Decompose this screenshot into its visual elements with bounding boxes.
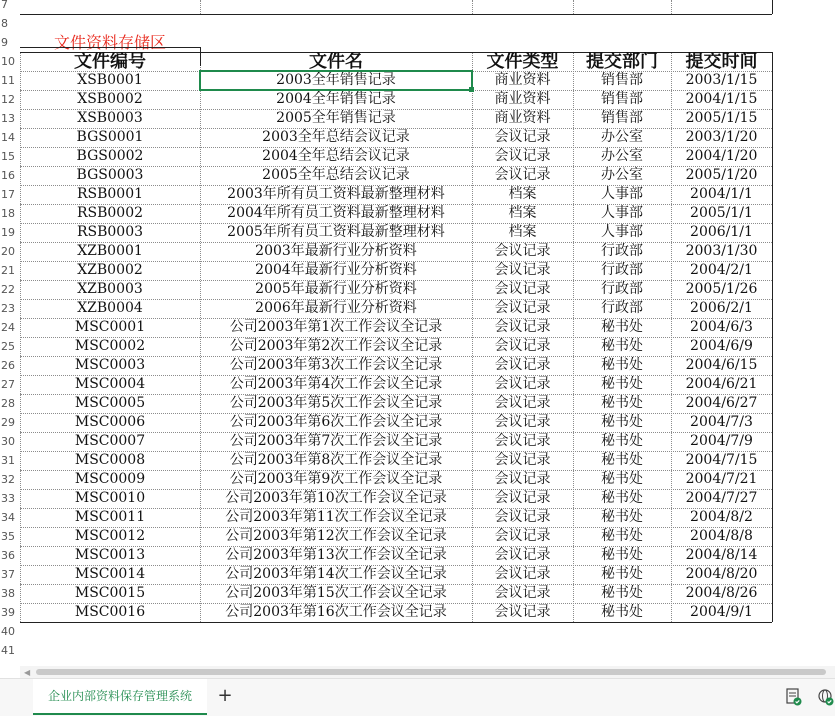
- table-cell[interactable]: 公司2003年第1次工作会议全记录: [229, 319, 443, 335]
- table-cell[interactable]: 2004/7/3: [690, 414, 753, 430]
- table-cell[interactable]: 会议记录: [494, 509, 551, 525]
- table-cell[interactable]: 公司2003年第9次工作会议全记录: [229, 471, 443, 487]
- table-cell[interactable]: MSC0012: [74, 528, 146, 544]
- table-cell[interactable]: BGS0002: [76, 148, 144, 164]
- table-cell[interactable]: 商业资料: [494, 91, 551, 107]
- table-cell[interactable]: 人事部: [601, 224, 643, 240]
- row-number: 7: [1, 0, 8, 11]
- table-cell[interactable]: 会议记录: [494, 129, 551, 145]
- table-cell[interactable]: 秘书处: [601, 547, 643, 563]
- table-cell[interactable]: 公司2003年第7次工作会议全记录: [229, 433, 443, 449]
- table-cell[interactable]: 秘书处: [601, 376, 643, 392]
- table-cell[interactable]: 档案: [508, 205, 537, 221]
- table-cell[interactable]: 人事部: [601, 186, 643, 202]
- table-cell[interactable]: MSC0001: [74, 319, 146, 335]
- table-cell[interactable]: 会议记录: [494, 452, 551, 468]
- column-header: 文件编号: [74, 52, 146, 71]
- table-cell[interactable]: 公司2003年第4次工作会议全记录: [229, 376, 443, 392]
- grid-line: [772, 52, 773, 622]
- row-number: 24: [1, 321, 15, 334]
- row-number: 11: [1, 74, 15, 87]
- row-number: 8: [1, 17, 8, 30]
- table-cell[interactable]: RSB0001: [76, 186, 144, 202]
- table-cell[interactable]: 2003年所有员工资料最新整理材料: [227, 186, 445, 202]
- table-cell[interactable]: 会议记录: [494, 585, 551, 601]
- grid-line: [472, 0, 473, 14]
- scrollbar-thumb[interactable]: [36, 669, 826, 675]
- table-cell[interactable]: 2005/1/1: [690, 205, 753, 221]
- row-number: 37: [1, 568, 15, 581]
- row-number: 23: [1, 302, 15, 315]
- table-cell[interactable]: RSB0002: [76, 205, 144, 221]
- sheet-tab-bar: [0, 678, 835, 716]
- table-cell[interactable]: 公司2003年第3次工作会议全记录: [229, 357, 443, 373]
- table-cell[interactable]: 会议记录: [494, 604, 551, 620]
- table-cell[interactable]: BGS0001: [76, 129, 144, 145]
- table-cell[interactable]: 公司2003年第10次工作会议全记录: [225, 490, 447, 506]
- row-number: 17: [1, 188, 15, 201]
- row-number: 16: [1, 169, 15, 182]
- row-number: 28: [1, 397, 15, 410]
- table-cell[interactable]: MSC0010: [74, 490, 146, 506]
- table-cell[interactable]: XSB0003: [77, 110, 143, 126]
- row-number: 18: [1, 207, 15, 220]
- table-cell[interactable]: XZB0003: [77, 281, 143, 297]
- table-cell[interactable]: 档案: [508, 224, 537, 240]
- table-cell[interactable]: 2005全年总结会议记录: [262, 167, 410, 183]
- table-cell[interactable]: 2003全年销售记录: [276, 72, 396, 88]
- table-cell[interactable]: MSC0004: [74, 376, 146, 392]
- row-number: 35: [1, 530, 15, 543]
- grid-line: [20, 622, 772, 623]
- table-cell[interactable]: MSC0009: [74, 471, 146, 487]
- table-cell[interactable]: 秘书处: [601, 452, 643, 468]
- table-cell[interactable]: 2004/7/15: [685, 452, 758, 468]
- table-cell[interactable]: 2004/7/27: [685, 490, 758, 506]
- table-cell[interactable]: 行政部: [601, 262, 643, 278]
- table-cell[interactable]: 会议记录: [494, 566, 551, 582]
- table-cell[interactable]: 会议记录: [494, 338, 551, 354]
- table-cell[interactable]: MSC0005: [74, 395, 146, 411]
- table-cell[interactable]: 会议记录: [494, 547, 551, 563]
- table-cell[interactable]: 销售部: [601, 110, 643, 126]
- grid-line: [772, 0, 773, 14]
- row-number: 19: [1, 226, 15, 239]
- row-number: 22: [1, 283, 15, 296]
- column-header: 文件类型: [486, 52, 559, 71]
- table-cell[interactable]: 公司2003年第16次工作会议全记录: [225, 604, 447, 620]
- row-number: 20: [1, 245, 15, 258]
- table-cell[interactable]: XSB0001: [77, 72, 143, 88]
- table-cell[interactable]: 会议记录: [494, 528, 551, 544]
- row-number: 14: [1, 131, 15, 144]
- globe-check-icon[interactable]: [818, 688, 834, 706]
- table-cell[interactable]: 公司2003年第14次工作会议全记录: [225, 566, 447, 582]
- table-cell[interactable]: 公司2003年第5次工作会议全记录: [229, 395, 443, 411]
- row-number: 10: [1, 55, 15, 68]
- table-cell[interactable]: 办公室: [601, 148, 643, 164]
- table-cell[interactable]: MSC0011: [74, 509, 146, 525]
- storage-area-title: 文件资料存储区: [53, 33, 166, 52]
- table-cell[interactable]: 公司2003年第15次工作会议全记录: [225, 585, 447, 601]
- table-cell[interactable]: XZB0004: [77, 300, 143, 316]
- table-cell[interactable]: 秘书处: [601, 528, 643, 544]
- table-cell[interactable]: 2004年最新行业分析资料: [255, 262, 417, 278]
- table-cell[interactable]: 2004/8/8: [690, 528, 753, 544]
- table-cell[interactable]: 秘书处: [601, 433, 643, 449]
- sheet-status-icon[interactable]: [786, 688, 802, 706]
- selected-cell-border: [199, 70, 473, 91]
- table-cell[interactable]: 2005/1/15: [685, 110, 758, 126]
- table-cell[interactable]: 秘书处: [601, 357, 643, 373]
- table-cell[interactable]: 销售部: [601, 91, 643, 107]
- table-cell[interactable]: 2004/6/21: [685, 376, 758, 392]
- table-cell[interactable]: 2004/8/20: [685, 566, 758, 582]
- table-cell[interactable]: BGS0003: [76, 167, 144, 183]
- table-cell[interactable]: 2003年最新行业分析资料: [255, 243, 417, 259]
- table-cell[interactable]: 2004/1/1: [690, 186, 753, 202]
- table-cell[interactable]: 公司2003年第12次工作会议全记录: [225, 528, 447, 544]
- table-cell[interactable]: 会议记录: [494, 243, 551, 259]
- sheet-tab[interactable]: 企业内部资料保存管理系统: [33, 679, 207, 715]
- table-cell[interactable]: 2006/1/1: [690, 224, 753, 240]
- table-cell[interactable]: 2004/1/15: [685, 91, 758, 107]
- row-number: 21: [1, 264, 15, 277]
- table-cell[interactable]: 会议记录: [494, 414, 551, 430]
- table-cell[interactable]: 2003/1/20: [685, 129, 758, 145]
- row-number: 29: [1, 416, 15, 429]
- table-cell[interactable]: MSC0006: [74, 414, 146, 430]
- table-cell[interactable]: 2004全年总结会议记录: [262, 148, 410, 164]
- column-header: 提交时间: [685, 52, 758, 71]
- table-cell[interactable]: 2004年所有员工资料最新整理材料: [227, 205, 445, 221]
- table-cell[interactable]: MSC0014: [74, 566, 146, 582]
- table-cell[interactable]: 人事部: [601, 205, 643, 221]
- table-cell[interactable]: 秘书处: [601, 566, 643, 582]
- table-cell[interactable]: 2005/1/26: [685, 281, 758, 297]
- table-cell[interactable]: 档案: [508, 186, 537, 202]
- table-cell[interactable]: MSC0013: [74, 547, 146, 563]
- row-number: 36: [1, 549, 15, 562]
- table-cell[interactable]: 2006年最新行业分析资料: [255, 300, 417, 316]
- table-cell[interactable]: 2004/9/1: [690, 604, 753, 620]
- table-cell[interactable]: 商业资料: [494, 110, 551, 126]
- table-cell[interactable]: 行政部: [601, 281, 643, 297]
- table-cell[interactable]: 会议记录: [494, 490, 551, 506]
- table-cell[interactable]: RSB0003: [76, 224, 144, 240]
- table-cell[interactable]: 秘书处: [601, 585, 643, 601]
- row-number: 40: [1, 625, 15, 638]
- table-cell[interactable]: XZB0001: [77, 243, 143, 259]
- grid-line: [20, 47, 200, 48]
- table-cell[interactable]: 秘书处: [601, 338, 643, 354]
- row-number: 31: [1, 454, 15, 467]
- table-cell[interactable]: 秘书处: [601, 395, 643, 411]
- table-cell[interactable]: XSB0002: [77, 91, 143, 107]
- table-cell[interactable]: 2004/7/9: [690, 433, 753, 449]
- grid-line: [573, 0, 574, 14]
- table-cell[interactable]: XZB0002: [77, 262, 143, 278]
- row-number: 9: [1, 36, 8, 49]
- table-cell[interactable]: 秘书处: [601, 471, 643, 487]
- grid-line: [671, 0, 672, 14]
- table-cell[interactable]: 2005年所有员工资料最新整理材料: [227, 224, 445, 240]
- table-cell[interactable]: 2004/6/3: [690, 319, 753, 335]
- row-number: 34: [1, 511, 15, 524]
- table-cell[interactable]: 公司2003年第6次工作会议全记录: [229, 414, 443, 430]
- row-number: 12: [1, 93, 15, 106]
- table-cell[interactable]: 秘书处: [601, 319, 643, 335]
- table-cell[interactable]: 秘书处: [601, 490, 643, 506]
- table-cell[interactable]: 行政部: [601, 243, 643, 259]
- table-cell[interactable]: 会议记录: [494, 148, 551, 164]
- table-cell[interactable]: 会议记录: [494, 262, 551, 278]
- table-cell[interactable]: 2004/2/1: [690, 262, 753, 278]
- table-cell[interactable]: 会议记录: [494, 471, 551, 487]
- table-cell[interactable]: 2005年最新行业分析资料: [255, 281, 417, 297]
- table-cell[interactable]: 2006/2/1: [690, 300, 753, 316]
- table-cell[interactable]: 会议记录: [494, 357, 551, 373]
- table-cell[interactable]: 2004/8/2: [690, 509, 753, 525]
- table-cell[interactable]: 行政部: [601, 300, 643, 316]
- table-cell[interactable]: 商业资料: [494, 72, 551, 88]
- row-number: 33: [1, 492, 15, 505]
- table-cell[interactable]: 公司2003年第2次工作会议全记录: [229, 338, 443, 354]
- row-headers: [0, 0, 20, 666]
- table-cell[interactable]: 2004全年销售记录: [276, 91, 396, 107]
- table-cell[interactable]: 2004/6/27: [685, 395, 758, 411]
- row-number: 41: [1, 644, 15, 657]
- table-cell[interactable]: 2004/6/9: [690, 338, 753, 354]
- row-number: 15: [1, 150, 15, 163]
- table-cell[interactable]: 2005全年销售记录: [276, 110, 396, 126]
- table-cell[interactable]: 2003/1/30: [685, 243, 758, 259]
- table-cell[interactable]: 销售部: [601, 72, 643, 88]
- table-cell[interactable]: MSC0003: [74, 357, 146, 373]
- table-cell[interactable]: 2003/1/15: [685, 72, 758, 88]
- table-cell[interactable]: 2003全年总结会议记录: [262, 129, 410, 145]
- table-cell[interactable]: MSC0015: [74, 585, 146, 601]
- table-cell[interactable]: 会议记录: [494, 376, 551, 392]
- table-cell[interactable]: MSC0002: [74, 338, 146, 354]
- row-number: 32: [1, 473, 15, 486]
- table-cell[interactable]: 2004/1/20: [685, 148, 758, 164]
- row-number: 30: [1, 435, 15, 448]
- table-cell[interactable]: 秘书处: [601, 414, 643, 430]
- table-cell[interactable]: 会议记录: [494, 319, 551, 335]
- row-number: 27: [1, 378, 15, 391]
- table-cell[interactable]: 会议记录: [494, 167, 551, 183]
- row-number: 13: [1, 112, 15, 125]
- row-number: 39: [1, 606, 15, 619]
- horizontal-scrollbar[interactable]: [20, 666, 835, 678]
- table-cell[interactable]: 公司2003年第11次工作会议全记录: [225, 509, 447, 525]
- add-sheet-button[interactable]: +: [217, 685, 233, 706]
- table-cell[interactable]: 办公室: [601, 167, 643, 183]
- column-header: 提交部门: [586, 52, 658, 71]
- table-cell[interactable]: 2004/8/26: [685, 585, 758, 601]
- fill-handle[interactable]: [469, 87, 474, 92]
- table-cell[interactable]: MSC0016: [74, 604, 146, 620]
- table-cell[interactable]: 办公室: [601, 129, 643, 145]
- table-cell[interactable]: 2005/1/20: [685, 167, 758, 183]
- table-cell[interactable]: MSC0007: [74, 433, 146, 449]
- grid-line: [20, 14, 772, 15]
- table-cell[interactable]: MSC0008: [74, 452, 146, 468]
- table-cell[interactable]: 公司2003年第13次工作会议全记录: [225, 547, 447, 563]
- table-cell[interactable]: 秘书处: [601, 604, 643, 620]
- table-cell[interactable]: 公司2003年第8次工作会议全记录: [229, 452, 443, 468]
- grid-line: [200, 0, 201, 14]
- row-number: 25: [1, 340, 15, 353]
- table-cell[interactable]: 会议记录: [494, 433, 551, 449]
- table-cell[interactable]: 2004/8/14: [685, 547, 758, 563]
- row-number: 38: [1, 587, 15, 600]
- table-cell[interactable]: 会议记录: [494, 300, 551, 316]
- scroll-left-icon[interactable]: ◀: [24, 668, 31, 677]
- table-cell[interactable]: 2004/7/21: [685, 471, 758, 487]
- table-cell[interactable]: 会议记录: [494, 395, 551, 411]
- spreadsheet-grid[interactable]: [20, 0, 835, 666]
- table-cell[interactable]: 2004/6/15: [685, 357, 758, 373]
- column-header: 文件名: [309, 52, 363, 71]
- row-number: 26: [1, 359, 15, 372]
- table-cell[interactable]: 会议记录: [494, 281, 551, 297]
- table-cell[interactable]: 秘书处: [601, 509, 643, 525]
